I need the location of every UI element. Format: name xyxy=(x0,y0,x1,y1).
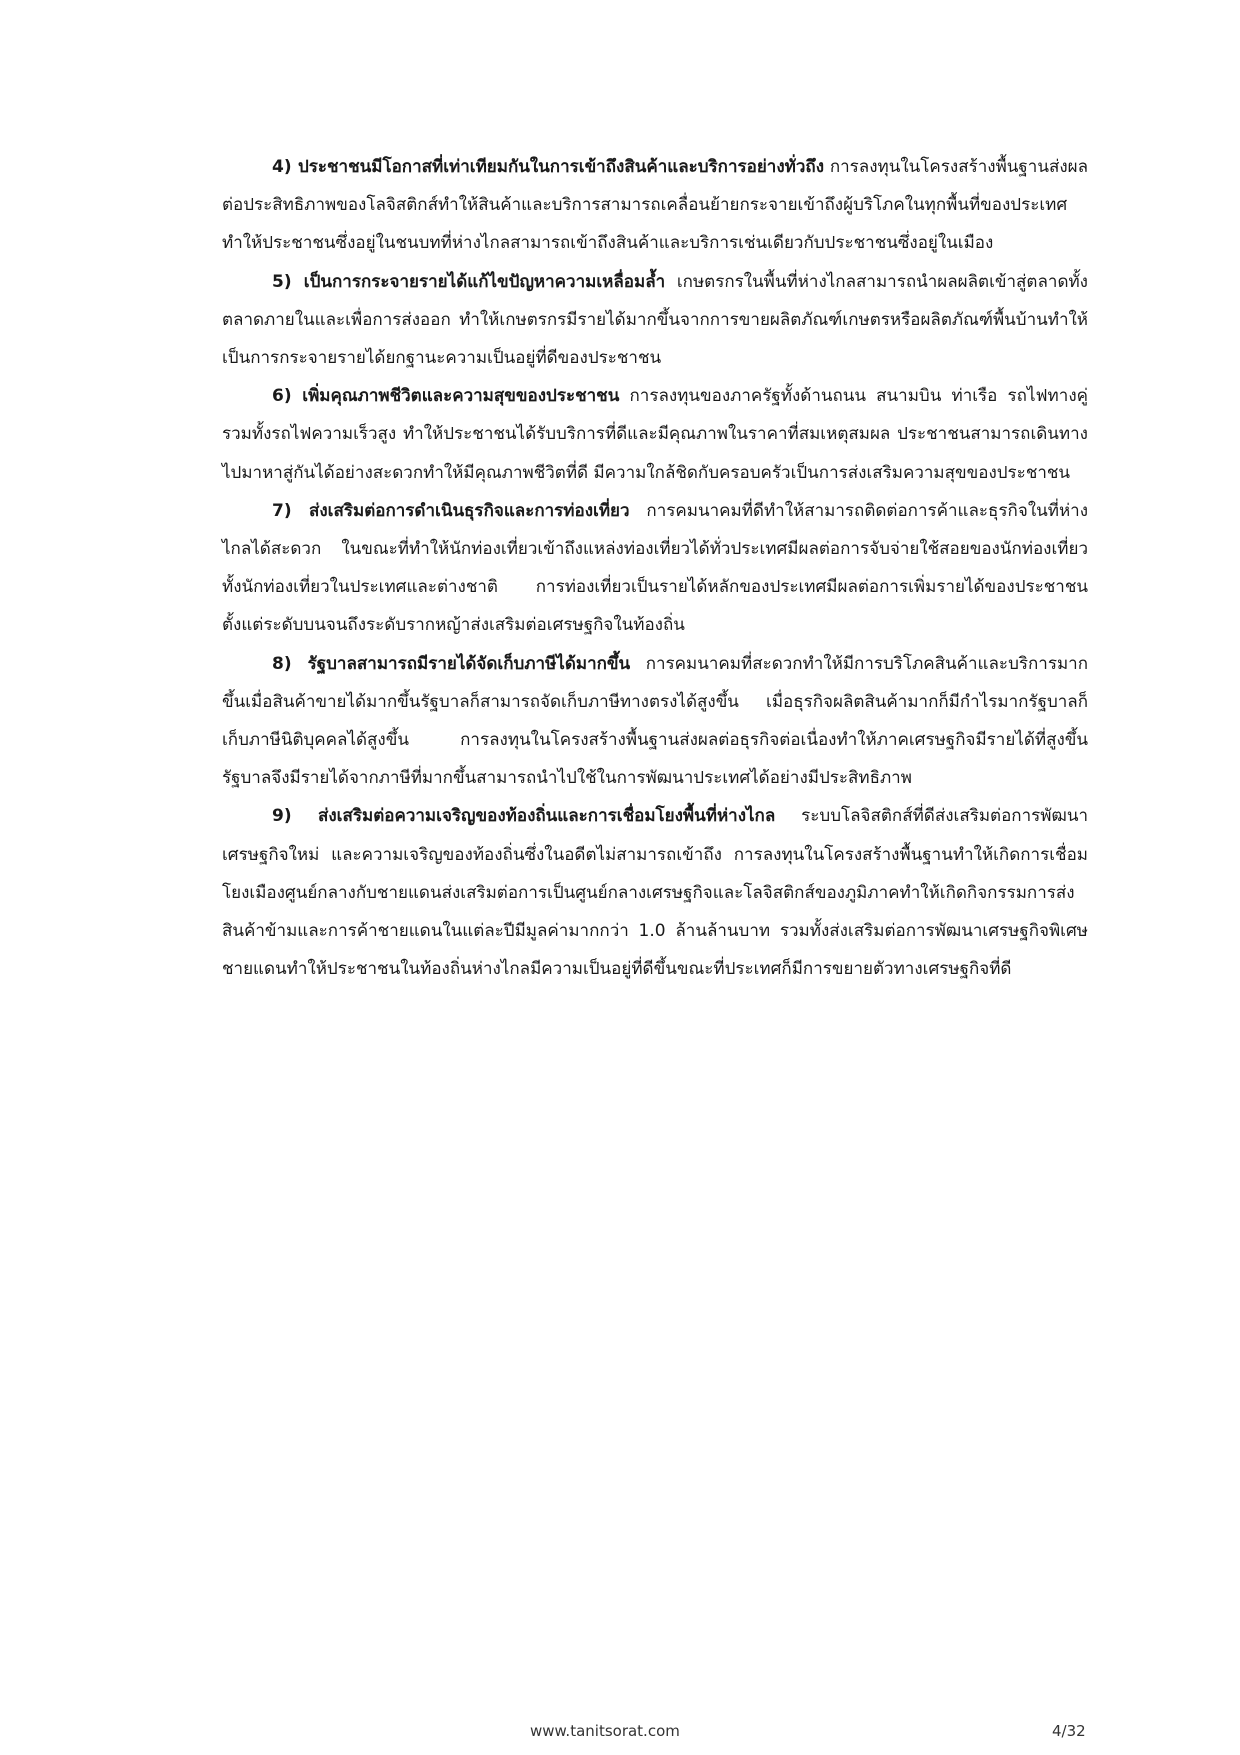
paragraph-heading: 9) ส่งเสริมต่อความเจริญของท้องถิ่นและการเชื่อมโยงพื้นที่ห่างไกล xyxy=(272,806,776,827)
paragraph-heading: 6) เพิ่มคุณภาพชีวิตและความสุขของประชาชน xyxy=(272,386,620,407)
paragraph-body: การคมนาคมที่ดีทำให้สามารถติดต่อการค้าและธุรกิจในที่ห่างไกลได้สะดวก ในขณะที่ทำให้นักท่องเที่ยวเข้าถึงแหล่งท่องเที่ยวได้ทั่วประเทศมีผลต่อการจับจ่ายใช้สอยของนักท่องเที่ยวทั้งนักท่องเที่ยวในประเทศและต่างชาติ การท่องเที่ยวเป็นรายได้หลักของประเทศมีผลต่อการเพิ่มรายได้ของประชาชนตั้งแต่ระดับบนจนถึงระดับรากหญ้าส่งเสริมต่อเศรษฐกิจในท้องถิ่น xyxy=(222,500,1088,636)
paragraph-item-4 xyxy=(222,148,1088,263)
paragraph-heading: 4) ประชาชนมีโอกาสที่เท่าเทียมกันในการเข้าถึงสินค้าและบริการอย่างทั่วถึง xyxy=(272,157,825,177)
paragraph-item-8 xyxy=(222,645,1088,798)
paragraph-item-6 xyxy=(222,377,1088,492)
paragraph-item-9 xyxy=(222,797,1088,988)
paragraph-heading: 7) ส่งเสริมต่อการดำเนินธุรกิจและการท่องเที่ยว xyxy=(272,500,630,521)
page-number: 4/32 xyxy=(1052,1722,1086,1740)
paragraph-item-5 xyxy=(222,263,1088,378)
paragraph-item-7 xyxy=(222,492,1088,645)
paragraph-body: การคมนาคมที่สะดวกทำให้มีการบริโภคสินค้าและบริการมากขึ้นเมื่อสินค้าขายได้มากขึ้นรัฐบาลก็สามารถจัดเก็บภาษีทางตรงได้สูงขึ้น เมื่อธุรกิจผลิตสินค้ามากก็มีกำไรมากรัฐบาลก็เก็บภาษีนิติบุคคลได้สูงขึ้น การลงทุนในโครงสร้างพื้นฐานส่งผลต่อธุรกิจต่อเนื่องทำให้ภาคเศรษฐกิจมีรายได้ที่สูงขึ้น รัฐบาลจึงมีรายได้จากภาษีที่มากขึ้นสามารถนำไปใช้ในการพัฒนาประเทศได้อย่างมีประสิทธิภาพ xyxy=(222,653,1088,789)
paragraph-body: การลงทุนของภาครัฐทั้งด้านถนน สนามบิน ท่าเรือ รถไฟทางคู่ รวมทั้งรถไฟความเร็วสูง ทำให้ประชาชนได้รับบริการที่ดีและมีคุณภาพในราคาที่สมเหตุสมผล ประชาชนสามารถเดินทางไปมาหาสู่กันได้อย่างสะดวกทำให้มีคุณภาพชีวิตที่ดี มีความใกล้ชิดกับครอบครัวเป็นการส่งเสริมความสุขของประชาชน xyxy=(222,386,1088,483)
paragraph-heading: 8) รัฐบาลสามารถมีรายได้จัดเก็บภาษีได้มากขึ้น xyxy=(272,653,631,674)
paragraph-body: ระบบโลจิสติกส์ที่ดีส่งเสริมต่อการพัฒนาเศรษฐกิจใหม่ และความเจริญของท้องถิ่นซึ่งในอดีตไม่สามารถเข้าถึง การลงทุนในโครงสร้างพื้นฐานทำให้เกิดการเชื่อมโยงเมืองศูนย์กลางกับชายแดนส่งเสริมต่อการเป็นศูนย์กลางเศรษฐกิจและโลจิสติกส์ของภูมิภาคทำให้เกิดกิจกรรมการส่งสินค้าข้ามและการค้าชายแดนในแต่ละปีมีมูลค่ามากกว่า 1.0 ล้านล้านบาท รวมทั้งส่งเสริมต่อการพัฒนาเศรษฐกิจพิเศษชายแดนทำให้ประชาชนในท้องถิ่นห่างไกลมีความเป็นอยู่ที่ดีขึ้นขณะที่ประเทศก็มีการขยายตัวทางเศรษฐกิจที่ดี xyxy=(222,806,1088,980)
footer-website-link[interactable]: www.tanitsorat.com xyxy=(530,1722,680,1740)
paragraph-heading: 5) เป็นการกระจายรายได้แก้ไขปัญหาความเหลื่อมล้ำ xyxy=(272,271,666,292)
paragraph-body: เกษตรกรในพื้นที่ห่างไกลสามารถนำผลผลิตเข้าสู่ตลาดทั้งตลาดภายในและเพื่อการส่งออก ทำให้เกษตรกรมีรายได้มากขึ้นจากการขายผลิตภัณฑ์เกษตรหรือผลิตภัณฑ์พื้นบ้านทำให้เป็นการกระจายรายได้ยกฐานะความเป็นอยู่ที่ดีของประชาชน xyxy=(222,271,1088,369)
document-body xyxy=(222,148,1088,988)
paragraph-body: การลงทุนในโครงสร้างพื้นฐานส่งผลต่อประสิทธิภาพของโลจิสติกส์ทำให้สินค้าและบริการสามารถเคลื่อนย้ายกระจายเข้าถึงผู้บริโภคในทุกพื้นที่ของประเทศ ทำให้ประชาชนซึ่งอยู่ในชนบทที่ห่างไกลสามารถเข้าถึงสินค้าและบริการเช่นเดียวกับประชาชนซึ่งอยู่ในเมือง xyxy=(222,157,1088,254)
